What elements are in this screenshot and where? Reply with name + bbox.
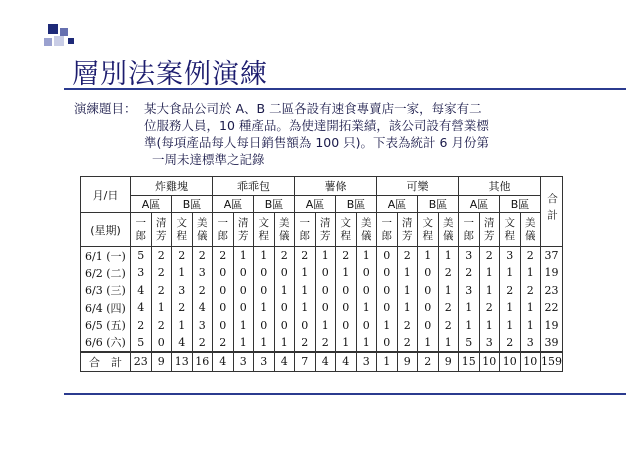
cell-value: 1 — [254, 334, 275, 352]
cell-value: 2 — [151, 264, 172, 282]
cell-value: 2 — [438, 299, 459, 317]
cell-value: 1 — [295, 299, 316, 317]
region-header: A區 — [131, 196, 172, 213]
staff-header — [131, 213, 152, 247]
cell-value: 1 — [254, 299, 275, 317]
cell-value: 1 — [479, 264, 500, 282]
cell-value: 2 — [172, 247, 193, 265]
defect-table-wrapper — [80, 176, 563, 372]
cell-value: 2 — [397, 247, 418, 265]
table-row — [81, 282, 563, 300]
cell-value: 0 — [213, 317, 234, 335]
cell-value: 0 — [213, 264, 234, 282]
cell-value: 0 — [254, 317, 275, 335]
cell-value: 0 — [336, 299, 357, 317]
staff-name: 美儀 — [197, 216, 208, 242]
row-total: 19 — [541, 264, 563, 282]
table-row — [81, 264, 563, 282]
weekday-header: (星期) — [81, 213, 131, 247]
staff-header — [520, 213, 541, 247]
cell-value: 3 — [192, 317, 213, 335]
cell-value: 1 — [500, 299, 521, 317]
cell-value: 1 — [418, 247, 439, 265]
sum-value: 1 — [377, 352, 398, 372]
cell-value: 3 — [131, 264, 152, 282]
cell-value: 2 — [274, 247, 295, 265]
sum-value: 4 — [336, 352, 357, 372]
row-date — [81, 299, 131, 317]
title-rule — [64, 88, 626, 90]
cell-value: 0 — [418, 317, 439, 335]
staff-name: 清芳 — [156, 216, 167, 242]
page-title: 層別法案例演練 — [72, 59, 268, 90]
cell-value: 1 — [438, 334, 459, 352]
cell-value: 0 — [377, 299, 398, 317]
sum-value: 23 — [131, 352, 152, 372]
staff-header — [295, 213, 316, 247]
staff-header — [274, 213, 295, 247]
staff-header — [151, 213, 172, 247]
cell-value: 0 — [213, 299, 234, 317]
weekday-text: (一) — [106, 249, 126, 263]
cell-value: 1 — [397, 299, 418, 317]
weekday-text: (二) — [106, 266, 126, 280]
product-header: 乖乖包 — [213, 177, 295, 196]
staff-name: 一郎 — [217, 216, 228, 242]
sum-value: 10 — [479, 352, 500, 372]
cell-value: 1 — [233, 317, 254, 335]
cell-value: 3 — [192, 264, 213, 282]
cell-value: 0 — [274, 317, 295, 335]
sum-value: 15 — [459, 352, 480, 372]
cell-value: 1 — [479, 282, 500, 300]
sum-value: 10 — [520, 352, 541, 372]
row-date — [81, 317, 131, 335]
weekday-text: (四) — [106, 301, 126, 315]
exercise-line: 位服務人員，10 種產品。為使達開拓業績，該公司設有營業標 — [144, 118, 489, 133]
cell-value: 1 — [397, 282, 418, 300]
date-text: 6/3 — [85, 284, 103, 298]
cell-value: 0 — [356, 282, 377, 300]
weekday-text: (六) — [106, 336, 126, 350]
table-row — [81, 299, 563, 317]
sum-value: 9 — [397, 352, 418, 372]
cell-value: 2 — [172, 299, 193, 317]
bottom-rule — [64, 393, 626, 395]
staff-name: 清芳 — [320, 216, 331, 242]
sum-value: 9 — [438, 352, 459, 372]
sum-value: 9 — [151, 352, 172, 372]
cell-value: 0 — [377, 334, 398, 352]
cell-value: 0 — [233, 282, 254, 300]
header-row-staff — [81, 213, 563, 247]
row-total: 37 — [541, 247, 563, 265]
date-text: 6/6 — [85, 336, 103, 350]
product-header: 炸雞塊 — [131, 177, 213, 196]
deco-square — [60, 28, 68, 36]
product-header: 其他 — [459, 177, 541, 196]
exercise-line: 某大食品公司於 A、B 二區各設有速食專賣店一家，每家有二 — [144, 101, 482, 116]
cell-value: 2 — [397, 317, 418, 335]
staff-name: 文程 — [504, 216, 515, 242]
cell-value: 0 — [418, 282, 439, 300]
cell-value: 1 — [274, 282, 295, 300]
sum-value: 13 — [172, 352, 193, 372]
table-row — [81, 247, 563, 265]
cell-value: 0 — [274, 264, 295, 282]
cell-value: 0 — [233, 264, 254, 282]
region-header: B區 — [418, 196, 459, 213]
sum-value: 4 — [274, 352, 295, 372]
sum-value: 3 — [233, 352, 254, 372]
cell-value: 2 — [213, 334, 234, 352]
staff-header — [500, 213, 521, 247]
cell-value: 1 — [520, 264, 541, 282]
staff-name: 美儀 — [443, 216, 454, 242]
cell-value: 1 — [151, 299, 172, 317]
cell-value: 5 — [131, 247, 152, 265]
cell-value: 1 — [233, 247, 254, 265]
weekday-text: (五) — [106, 319, 126, 333]
row-date — [81, 264, 131, 282]
cell-value: 0 — [377, 282, 398, 300]
header-row-products — [81, 177, 563, 196]
cell-value: 1 — [459, 317, 480, 335]
cell-value: 4 — [131, 282, 152, 300]
sum-value: 3 — [356, 352, 377, 372]
cell-value: 0 — [356, 264, 377, 282]
staff-name: 清芳 — [484, 216, 495, 242]
cell-value: 2 — [213, 247, 234, 265]
region-header: B區 — [500, 196, 541, 213]
exercise-label: 演練題目： — [74, 101, 137, 116]
sum-value: 4 — [213, 352, 234, 372]
cell-value: 1 — [295, 264, 316, 282]
region-header: A區 — [295, 196, 336, 213]
cell-value: 1 — [520, 299, 541, 317]
staff-name: 文程 — [258, 216, 269, 242]
cell-value: 1 — [336, 334, 357, 352]
cell-value: 1 — [438, 247, 459, 265]
staff-name: 美儀 — [361, 216, 372, 242]
row-total: 23 — [541, 282, 563, 300]
cell-value: 3 — [459, 247, 480, 265]
cell-value: 1 — [172, 317, 193, 335]
cell-value: 0 — [315, 299, 336, 317]
cell-value: 0 — [254, 264, 275, 282]
exercise-line: 準(每項產品每人每日銷售額為 100 只)。下表為統計 6 月份第 — [144, 135, 489, 150]
sum-label: 合 計 — [81, 352, 131, 372]
cell-value: 0 — [315, 264, 336, 282]
cell-value: 1 — [233, 334, 254, 352]
staff-name: 美儀 — [279, 216, 290, 242]
cell-value: 5 — [459, 334, 480, 352]
sum-value: 7 — [295, 352, 316, 372]
staff-name: 文程 — [176, 216, 187, 242]
staff-name: 一郎 — [299, 216, 310, 242]
cell-value: 1 — [254, 247, 275, 265]
cell-value: 1 — [438, 282, 459, 300]
region-header: A區 — [377, 196, 418, 213]
cell-value: 0 — [254, 282, 275, 300]
date-header: 月/日 — [81, 177, 131, 213]
staff-name: 文程 — [422, 216, 433, 242]
cell-value: 0 — [151, 334, 172, 352]
date-text: 6/4 — [85, 301, 103, 315]
grand-total: 159 — [541, 352, 563, 372]
staff-name: 清芳 — [238, 216, 249, 242]
cell-value: 4 — [131, 299, 152, 317]
cell-value: 2 — [151, 317, 172, 335]
deco-square — [48, 24, 58, 34]
date-text: 6/1 — [85, 249, 103, 263]
total-header — [541, 177, 563, 247]
cell-value: 2 — [438, 317, 459, 335]
cell-value: 2 — [192, 282, 213, 300]
deco-square — [68, 38, 74, 44]
row-total: 39 — [541, 334, 563, 352]
cell-value: 0 — [295, 317, 316, 335]
cell-value: 0 — [356, 317, 377, 335]
region-header: B區 — [254, 196, 295, 213]
sum-value: 16 — [192, 352, 213, 372]
exercise-line: 一周未達標準之記錄 — [152, 152, 265, 167]
cell-value: 2 — [459, 264, 480, 282]
staff-name: 美儀 — [525, 216, 536, 242]
cell-value: 1 — [315, 247, 336, 265]
cell-value: 3 — [459, 282, 480, 300]
cell-value: 0 — [377, 247, 398, 265]
cell-value: 1 — [500, 317, 521, 335]
cell-value: 2 — [520, 247, 541, 265]
cell-value: 1 — [295, 282, 316, 300]
date-text: 6/5 — [85, 319, 103, 333]
defect-table — [80, 176, 563, 372]
cell-value: 2 — [438, 264, 459, 282]
table-row — [81, 317, 563, 335]
cell-value: 3 — [172, 282, 193, 300]
staff-header — [459, 213, 480, 247]
cell-value: 4 — [172, 334, 193, 352]
staff-header — [172, 213, 193, 247]
cell-value: 2 — [479, 247, 500, 265]
staff-header — [254, 213, 275, 247]
cell-value: 5 — [131, 334, 152, 352]
region-header: A區 — [459, 196, 500, 213]
cell-value: 0 — [336, 282, 357, 300]
cell-value: 1 — [500, 264, 521, 282]
cell-value: 2 — [192, 247, 213, 265]
region-header: B區 — [336, 196, 377, 213]
cell-value: 0 — [274, 299, 295, 317]
cell-value: 0 — [213, 282, 234, 300]
cell-value: 1 — [520, 317, 541, 335]
staff-header — [356, 213, 377, 247]
cell-value: 0 — [418, 299, 439, 317]
staff-header — [336, 213, 357, 247]
row-date — [81, 247, 131, 265]
staff-header — [377, 213, 398, 247]
product-header: 薯條 — [295, 177, 377, 196]
sum-value: 3 — [254, 352, 275, 372]
row-date — [81, 334, 131, 352]
cell-value: 4 — [192, 299, 213, 317]
deco-square — [44, 38, 52, 46]
cell-value: 1 — [459, 299, 480, 317]
cell-value: 1 — [336, 264, 357, 282]
cell-value: 1 — [356, 334, 377, 352]
cell-value: 1 — [479, 317, 500, 335]
staff-header — [418, 213, 439, 247]
cell-value: 1 — [356, 299, 377, 317]
sum-value: 2 — [418, 352, 439, 372]
cell-value: 2 — [295, 247, 316, 265]
staff-name: 一郎 — [381, 216, 392, 242]
cell-value: 2 — [192, 334, 213, 352]
cell-value: 2 — [479, 299, 500, 317]
cell-value: 2 — [520, 282, 541, 300]
weekday-text: (三) — [106, 284, 126, 298]
cell-value: 0 — [233, 299, 254, 317]
cell-value: 1 — [274, 334, 295, 352]
row-total: 19 — [541, 317, 563, 335]
staff-header — [315, 213, 336, 247]
sum-value: 10 — [500, 352, 521, 372]
sum-value: 4 — [315, 352, 336, 372]
staff-header — [192, 213, 213, 247]
product-header: 可樂 — [377, 177, 459, 196]
cell-value: 1 — [315, 317, 336, 335]
cell-value: 2 — [151, 247, 172, 265]
cell-value: 1 — [377, 317, 398, 335]
cell-value: 2 — [295, 334, 316, 352]
cell-value: 3 — [520, 334, 541, 352]
cell-value: 2 — [315, 334, 336, 352]
cell-value: 0 — [315, 282, 336, 300]
staff-header — [438, 213, 459, 247]
cell-value: 1 — [356, 247, 377, 265]
cell-value: 2 — [151, 282, 172, 300]
row-date — [81, 282, 131, 300]
total-header-text: 合計 — [546, 193, 558, 226]
staff-header — [479, 213, 500, 247]
cell-value: 2 — [336, 247, 357, 265]
row-total: 22 — [541, 299, 563, 317]
cell-value: 0 — [418, 264, 439, 282]
cell-value: 2 — [397, 334, 418, 352]
cell-value: 1 — [397, 264, 418, 282]
cell-value: 3 — [479, 334, 500, 352]
staff-name: 一郎 — [135, 216, 146, 242]
header-row-regions — [81, 196, 563, 213]
cell-value: 2 — [131, 317, 152, 335]
staff-name: 一郎 — [463, 216, 474, 242]
region-header: A區 — [213, 196, 254, 213]
staff-header — [233, 213, 254, 247]
staff-header — [213, 213, 234, 247]
staff-name: 清芳 — [402, 216, 413, 242]
staff-header — [397, 213, 418, 247]
deco-square — [54, 36, 64, 46]
cell-value: 1 — [172, 264, 193, 282]
cell-value: 2 — [500, 334, 521, 352]
staff-name: 文程 — [340, 216, 351, 242]
sum-row — [81, 352, 563, 372]
date-text: 6/2 — [85, 266, 103, 280]
cell-value: 0 — [336, 317, 357, 335]
cell-value: 2 — [500, 282, 521, 300]
table-row — [81, 334, 563, 352]
region-header: B區 — [172, 196, 213, 213]
cell-value: 1 — [418, 334, 439, 352]
cell-value: 3 — [500, 247, 521, 265]
cell-value: 0 — [377, 264, 398, 282]
